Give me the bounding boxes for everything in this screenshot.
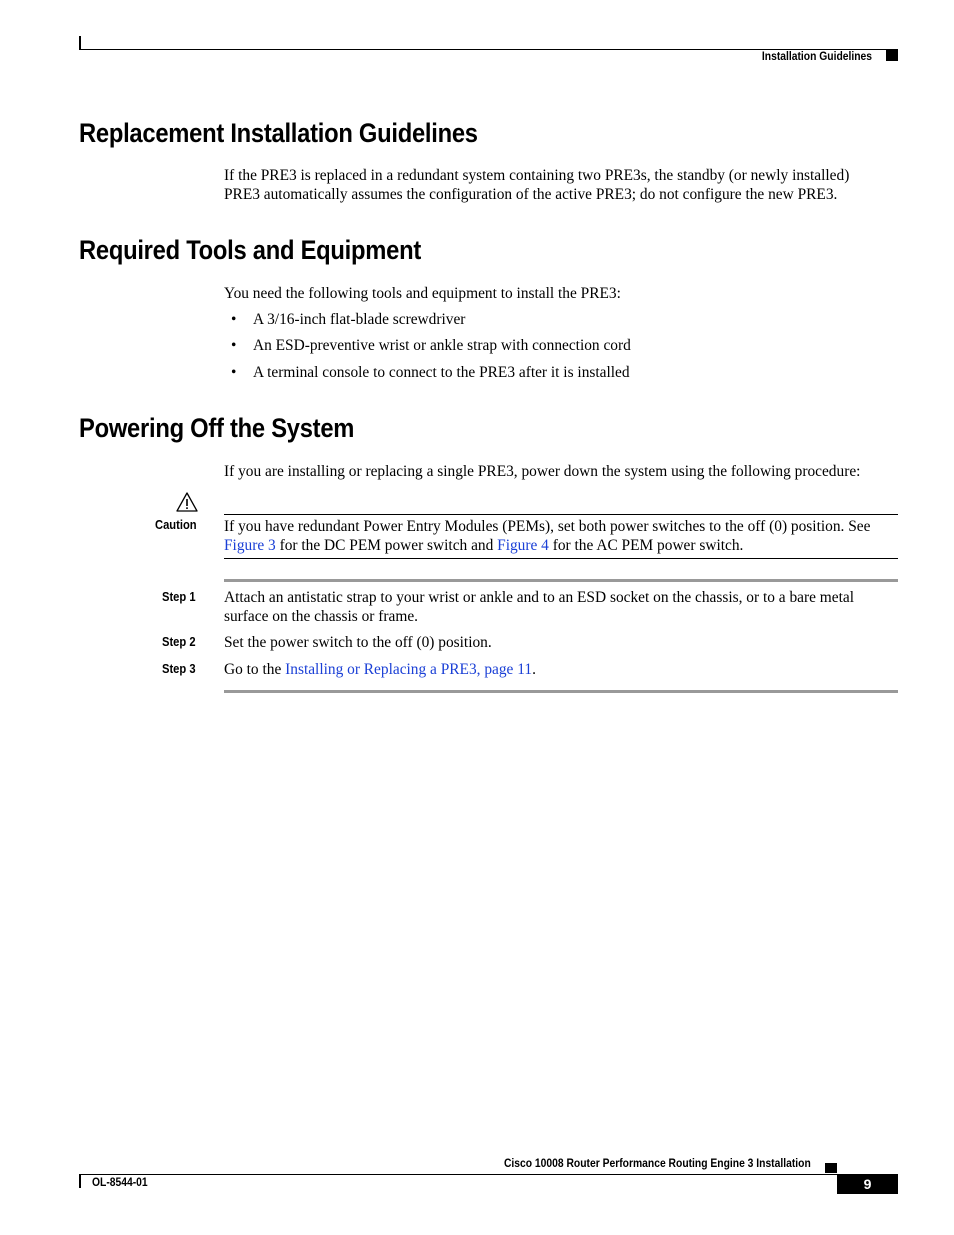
list-item: A 3/16-inch flat-blade screwdriver — [253, 311, 466, 328]
step-text-segment: . — [532, 661, 536, 678]
procedure-bottom-rule — [224, 690, 898, 693]
caution-text-line: If you have redundant Power Entry Modules (PEMs), set both power switches to the off (0) position. See — [224, 518, 871, 535]
bullet-marker: • — [231, 311, 237, 328]
link-figure-3[interactable]: Figure 3 — [224, 537, 276, 554]
replacement-body-line: PRE3 automatically assumes the configuration of the active PRE3; do not configure the new PRE3. — [224, 186, 838, 203]
caution-text-line — [224, 536, 904, 555]
step-1-text — [224, 588, 904, 626]
warning-triangle-icon — [176, 492, 198, 512]
footer-tick — [79, 1174, 81, 1188]
step-text-line: surface on the chassis or frame. — [224, 608, 419, 625]
caution-text-segment: for the DC PEM power switch and — [275, 537, 498, 554]
step-3-label: Step 3 — [162, 661, 196, 676]
procedure-top-rule — [224, 579, 898, 582]
replacement-body-line: If the PRE3 is replaced in a redundant system containing two PRE3s, the standby (or newly installed) — [224, 167, 850, 184]
bullet-marker: • — [231, 364, 237, 381]
step-text-segment: Go to the — [224, 661, 286, 678]
page-number: 9 — [837, 1174, 898, 1194]
caution-top-rule — [224, 514, 898, 515]
link-installing-replacing-pre3[interactable]: Installing or Replacing a PRE3, page 11 — [285, 661, 533, 678]
caution-bottom-rule — [224, 558, 898, 559]
header-tick — [79, 36, 81, 50]
header-section-title: Installation Guidelines — [761, 49, 872, 63]
step-3-text — [224, 660, 904, 679]
header-marker — [886, 50, 898, 61]
caution-text-segment: for the AC PEM power switch. — [548, 537, 744, 554]
step-2-text: Set the power switch to the off (0) position. — [224, 634, 492, 651]
powering-intro: If you are installing or replacing a single PRE3, power down the system using the following procedure: — [224, 463, 861, 480]
heading-tools: Required Tools and Equipment — [79, 235, 421, 265]
list-item: An ESD-preventive wrist or ankle strap with connection cord — [253, 337, 631, 354]
step-1-label: Step 1 — [162, 589, 196, 604]
tools-intro: You need the following tools and equipment to install the PRE3: — [224, 285, 621, 302]
step-text-line: Attach an antistatic strap to your wrist or ankle and to an ESD socket on the chassis, or to a bare metal — [224, 589, 854, 606]
link-figure-4[interactable]: Figure 4 — [497, 537, 549, 554]
bullet-marker: • — [231, 337, 237, 354]
footer-doc-number: OL-8544-01 — [92, 1175, 148, 1189]
footer-rule — [79, 1174, 837, 1175]
replacement-body — [224, 166, 904, 204]
list-item: A terminal console to connect to the PRE3 after it is installed — [253, 364, 630, 381]
heading-powering: Powering Off the System — [79, 413, 355, 443]
footer-doc-title: Cisco 10008 Router Performance Routing Engine 3 Installation — [504, 1156, 811, 1170]
caution-label: Caution — [155, 517, 197, 532]
footer-marker — [825, 1163, 837, 1173]
step-2-label: Step 2 — [162, 634, 196, 649]
caution-text — [224, 517, 904, 555]
heading-replacement: Replacement Installation Guidelines — [79, 118, 478, 148]
